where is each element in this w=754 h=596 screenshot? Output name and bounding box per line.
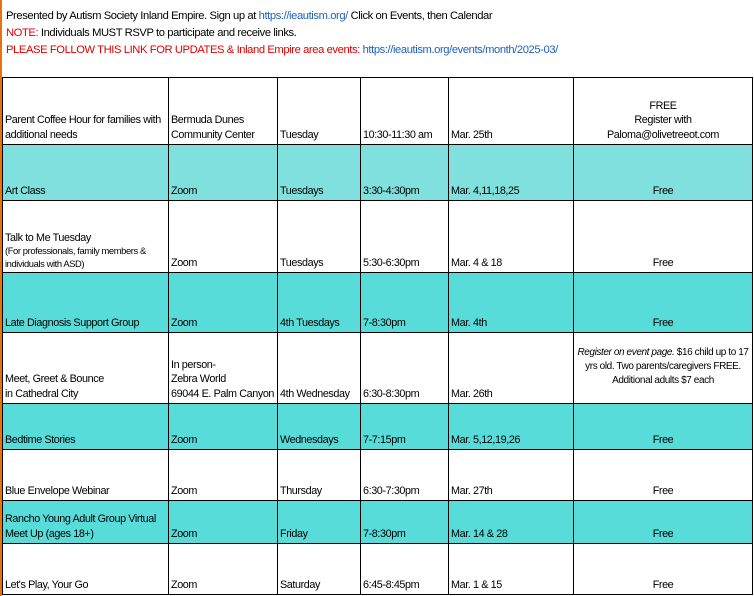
table-row [3,78,753,145]
event-date: Mar. 25th [449,78,574,145]
event-date: Mar. 1 & 15 [449,544,574,595]
event-title-line2: in Cathedral City [5,387,79,400]
event-time: 7-8:30pm [361,501,449,544]
event-cost [574,78,753,145]
event-cost: Free [574,404,753,450]
event-day: Tuesdays [278,201,361,273]
table-row [3,501,753,544]
event-date: Mar. 26th [449,333,574,404]
event-time: 3:30-4:30pm [361,145,449,201]
document-header [6,8,751,74]
event-time: 6:30-7:30pm [361,450,449,501]
note-text: Individuals MUST RSVP to participate and receive links. [38,27,297,39]
event-audience-note: (For professionals, family members & individuals with ASD) [5,245,146,269]
event-location: Zoom [169,450,278,501]
event-time: 6:30-8:30pm [361,333,449,404]
table-row [3,404,753,450]
event-day: 4th Tuesdays [278,273,361,333]
updates-line [6,42,751,59]
event-name: Late Diagnosis Support Group [3,273,169,333]
event-date: Mar. 14 & 28 [449,501,574,544]
event-date: Mar. 4 & 18 [449,201,574,273]
updates-link[interactable]: https://ieautism.org/events/month/2025-03/ [362,44,558,56]
event-day: Thursday [278,450,361,501]
signup-text: Presented by Autism Society Inland Empire. Sign up at [6,10,259,22]
event-location: Bermuda Dunes Community Center [169,78,278,145]
event-name: Art Class [3,145,169,201]
table-row [3,450,753,501]
event-location [169,333,278,404]
event-day: Saturday [278,544,361,595]
table-row [3,201,753,273]
cost-free: FREE [649,99,677,112]
table-row [3,544,753,595]
cost-register-note: Register on event page. [577,347,675,358]
event-date: Mar. 4,11,18,25 [449,145,574,201]
table-row [3,273,753,333]
event-name: Let's Play, Your Go [3,544,169,595]
event-location: Zoom [169,273,278,333]
event-cost: Free [574,501,753,544]
event-cost: Free [574,544,753,595]
location-line1: In person- [171,358,216,371]
event-name [3,333,169,404]
event-cost: Free [574,450,753,501]
event-location: Zoom [169,544,278,595]
event-time: 10:30-11:30 am [361,78,449,145]
event-location: Zoom [169,404,278,450]
event-location: Zoom [169,201,278,273]
location-line2: Zebra World [171,373,226,385]
cost-register: Register with [634,114,692,126]
event-day: Tuesday [278,78,361,145]
event-time: 6:45-8:45pm [361,544,449,595]
event-time: 7-8:30pm [361,273,449,333]
event-day: 4th Wednesday [278,333,361,404]
event-name: Rancho Young Adult Group Virtual Meet Up (ages 18+) [3,501,169,544]
event-name [3,201,169,273]
event-name: Bedtime Stories [3,404,169,450]
table-row [3,333,753,404]
event-time: 5:30-6:30pm [361,201,449,273]
event-day: Tuesdays [278,145,361,201]
location-line3: 69044 E. Palm Canyon [171,387,275,400]
note-line [6,25,751,42]
event-cost: Free [574,145,753,201]
event-day: Friday [278,501,361,544]
events-table [2,77,753,595]
event-location: Zoom [169,501,278,544]
event-date: Mar. 4th [449,273,574,333]
event-name: Parent Coffee Hour for families with additional needs [3,78,169,145]
event-time: 7-7:15pm [361,404,449,450]
event-date: Mar. 5,12,19,26 [449,404,574,450]
updates-text: PLEASE FOLLOW THIS LINK FOR UPDATES & Inland Empire area events: [6,44,363,56]
event-cost [574,333,753,404]
cost-email: Paloma@olivetreeot.com [607,128,719,141]
event-day: Wednesdays [278,404,361,450]
signup-instructions: Click on Events, then Calendar [347,10,493,22]
event-title-line1: Meet, Greet & Bounce [5,373,104,385]
cost-pricing: $16 child up to 17 yrs old. Two parents/caregivers FREE. Additional adults $7 each [585,347,749,386]
note-label: NOTE: [6,27,39,39]
signup-line [6,8,751,25]
event-cost: Free [574,201,753,273]
event-location: Zoom [169,145,278,201]
table-row [3,145,753,201]
event-name: Blue Envelope Webinar [3,450,169,501]
event-title: Talk to Me Tuesday [5,231,91,244]
signup-link[interactable]: https://ieautism.org/ [258,10,348,22]
event-date: Mar. 27th [449,450,574,501]
event-cost: Free [574,273,753,333]
